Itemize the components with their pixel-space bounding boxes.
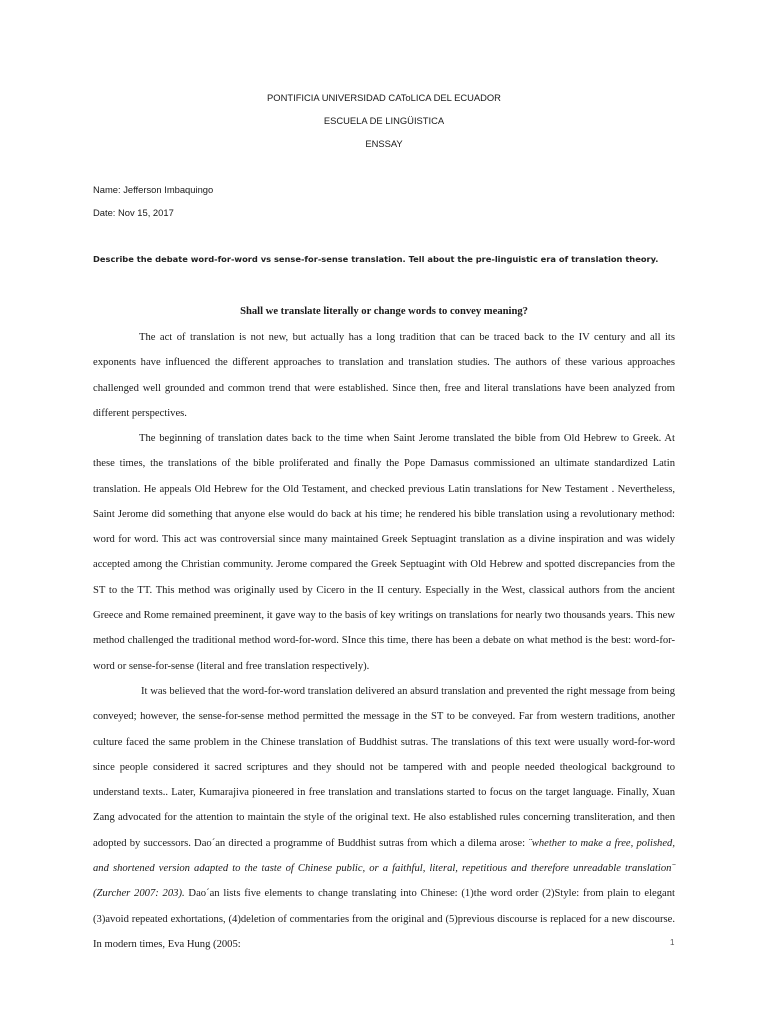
paragraph-text: The act of translation is not new, but actually has a long tradition that can be traced back to the IV century and all its exponents have influenced the different approaches to translation and translation studies. The authors of these various approaches challenged well grounded and common trend that were established. Since then, free and literal translations have been analyzed from different perspectives.	[93, 332, 675, 419]
document-type: ENSSAY	[365, 138, 403, 149]
document-date: Date: Nov 15, 2017	[93, 207, 174, 218]
assignment-question: Describe the debate word-for-word vs sense-for-sense translation. Tell about the pre-linguistic era of translation theory.	[93, 254, 659, 264]
essay-paragraph-1	[93, 325, 675, 426]
quoted-citation: ¨whether to make a free, polished, and shortened version adapted to the taste of Chinese public, or a faithful, literal, repetitious and therefore unreadable translation¨ (Zurcher 2007: 203).	[93, 837, 676, 900]
paragraph-text	[93, 679, 675, 957]
paragraph-text-part: It was believed that the word-for-word translation delivered an absurd translation and prevented the right message from being conveyed; however, the sense-for-sense method permitted the message in the ST to be conveyed. Far from western traditions, another culture faced the same problem in the Chinese translation of Buddhist sutras. The translations of this text were usually word-for-word since people considered it sacred scriptures and they should not be tampered with and people needed theological background to understand texts.. Later, Kumarajiva pioneered in free translation and translations started to focus on the target language. Finally, Xuan Zang advocated for the attention to maintain the style of the original text. He also established rules concerning transliteration, and then adopted by successors. Dao´an directed a programme of Buddhist sutras from which a dilema arose:	[93, 686, 675, 849]
essay-title: Shall we translate literally or change words to convey meaning?	[240, 306, 528, 317]
school-name: ESCUELA DE LINGÜISTICA	[323, 115, 445, 126]
essay-paragraph-3	[93, 679, 675, 957]
paragraph-text-part: Dao´an lists five elements to change translating into Chinese: (1)the word order (2)Style: from plain to elegant (3)avoid repeated exhortations, (4)deletion of commentaries from the original and (5)previous discourse is replaced for a new discourse. In modern times, Eva Hung (2005:	[93, 888, 676, 950]
paragraph-text: The beginning of translation dates back to the time when Saint Jerome translated the bible from Old Hebrew to Greek. At these times, the translations of the bible proliferated and finally the Pope Damasus commissioned an ultimate standardized Latin translation. He appeals Old Hebrew for the Old Testament, and checked previous Latin translations for New Testament . Nevertheless, Saint Jerome did something that anyone else would do back at his time; he rendered his bible translation using a revolutionary method: word for word. This act was controversial since many maintained Greek Septuagint translation as a divine inspiration and was widely accepted among the Christian community. Jerome compared the Greek Septuagint with Old Hebrew and spotted discrepancies from the ST to the TT. This method was originally used by Cicero in the II century. Especially in the West, classical authors from the ancient Greece and Rome remained preeminent, it gave way to the basis of key writings on translations for nearly two thousands years. This new method challenged the traditional method word-for-word. SInce this time, there has been a debate on what method is the best: word-for-word or sense-for-sense (literal and free translation respectively).	[93, 433, 675, 672]
essay-paragraph-2	[93, 426, 675, 679]
page-number: 1	[670, 938, 675, 947]
author-name: Name: Jefferson Imbaquingo	[93, 184, 214, 195]
university-name: PONTIFICIA UNIVERSIDAD CAToLICA DEL ECUADOR	[267, 92, 501, 103]
